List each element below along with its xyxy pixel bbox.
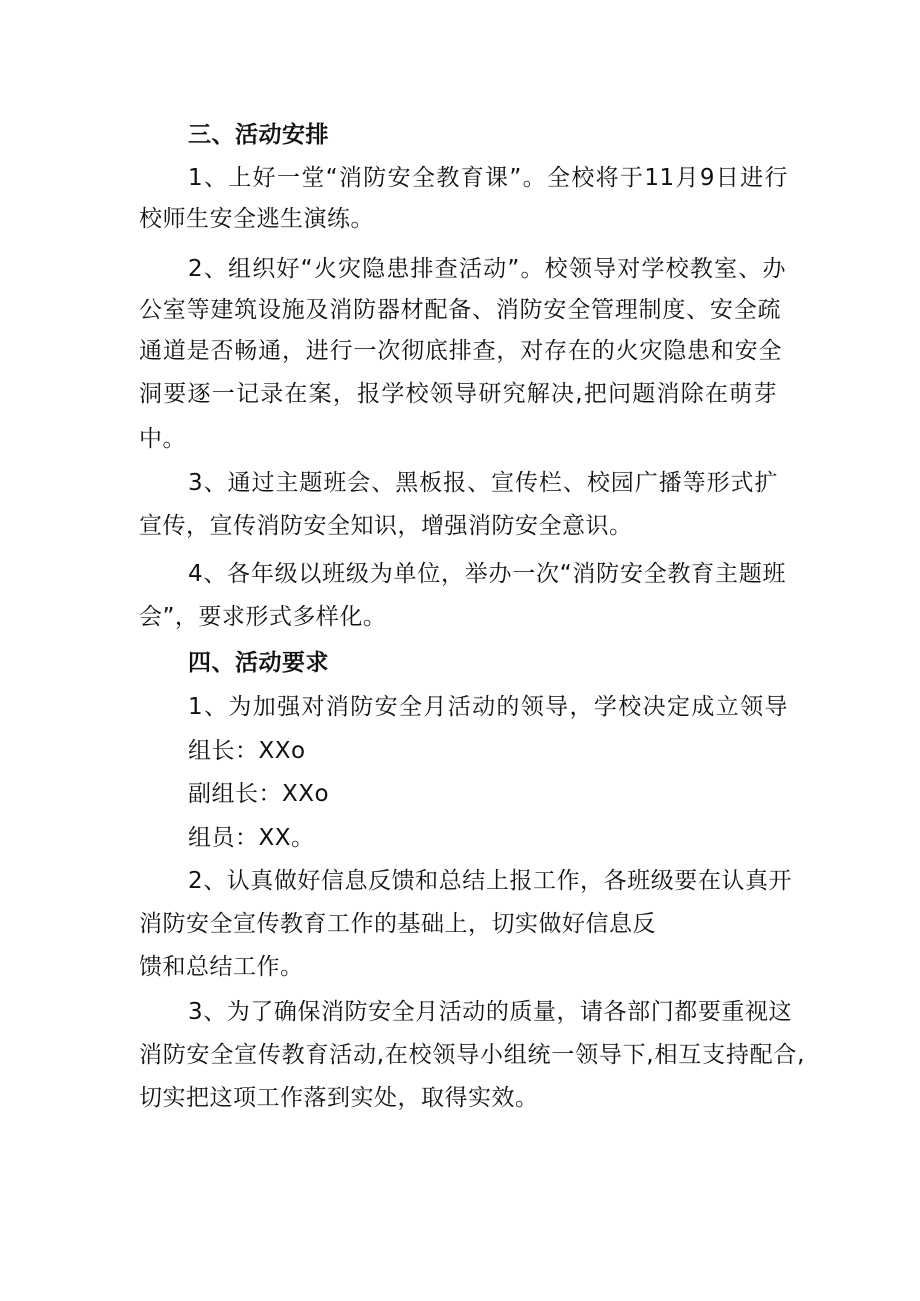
section-heading-activity-requirements: 四、活动要求 bbox=[188, 650, 329, 676]
requirements-item-2-line-2: 消防安全宣传教育工作的基础上，切实做好信息反 bbox=[139, 911, 656, 937]
arrangement-item-2-line-1: 2、组织好“火灾隐患排查活动”。校领导对学校教室、办 bbox=[188, 256, 786, 282]
member-line: 组员：XX。 bbox=[188, 825, 315, 851]
section-heading-activity-arrangement: 三、活动安排 bbox=[188, 122, 329, 148]
arrangement-item-3-line-2: 宣传，宣传消防安全知识，增强消防安全意识。 bbox=[139, 513, 633, 539]
requirements-item-2-line-3: 馈和总结工作。 bbox=[139, 954, 304, 980]
leader-line: 组长：XXo bbox=[188, 738, 306, 764]
requirements-item-3-line-1: 3、为了确保消防安全月活动的质量，请各部门都要重视这 bbox=[188, 999, 792, 1025]
arrangement-item-2-line-5: 中。 bbox=[139, 426, 186, 452]
requirements-item-3-line-2: 消防安全宣传教育活动,在校领导小组统一领导下,相互支持配合, bbox=[139, 1042, 805, 1068]
arrangement-item-2-line-3: 通道是否畅通，进行一次彻底排查，对存在的火灾隐患和安全 bbox=[139, 338, 782, 364]
arrangement-item-1-line-2: 校师生安全逃生演练。 bbox=[139, 206, 374, 232]
arrangement-item-4-line-1: 4、各年级以班级为单位，举办一次“消防安全教育主题班 bbox=[188, 561, 786, 587]
requirements-item-3-line-3: 切实把这项工作落到实处，取得实效。 bbox=[139, 1085, 539, 1111]
arrangement-item-2-line-2: 公室等建筑设施及消防器材配备、消防安全管理制度、安全疏 bbox=[139, 297, 781, 323]
arrangement-item-1-line-1: 1、上好一堂“消防安全教育课”。全校将于11月9日进行 bbox=[188, 165, 788, 191]
arrangement-item-3-line-1: 3、通过主题班会、黑板报、宣传栏、校园广播等形式扩 bbox=[188, 470, 778, 496]
arrangement-item-2-line-4: 洞要逐一记录在案，报学校领导研究解决,把问题消除在萌芽 bbox=[139, 381, 777, 407]
deputy-leader-line: 副组长：XXo bbox=[188, 781, 330, 807]
arrangement-item-4-line-2: 会”，要求形式多样化。 bbox=[139, 604, 387, 630]
requirements-item-2-line-1: 2、认真做好信息反馈和总结上报工作，各班级要在认真开 bbox=[188, 868, 792, 894]
requirements-item-1-line-1: 1、为加强对消防安全月活动的领导，学校决定成立领导 bbox=[188, 694, 788, 720]
